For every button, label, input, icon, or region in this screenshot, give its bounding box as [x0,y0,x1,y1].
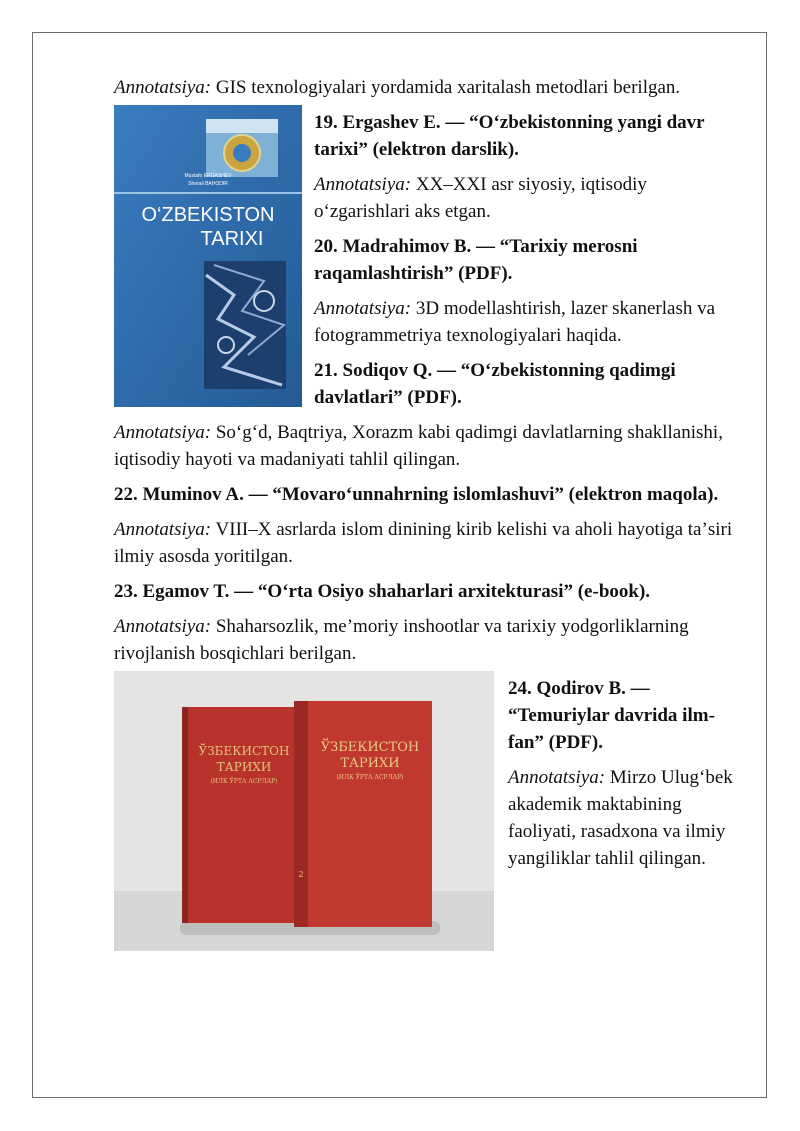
cover-title-1: O‘ZBEKISTON [141,204,275,226]
book-right [308,701,432,927]
book-spine-number: 2 [298,870,304,879]
entry-22-annotation [114,516,734,570]
cover-illustration [204,261,286,389]
annotation-text: Soʻgʻd, Baqtriya, Xorazm kabi qadimgi davlatlarning shakllanishi, iqtisodiy hayoti va madaniyati tahlil qilingan. [114,422,723,470]
cover-title-2: TARIXI [200,228,264,250]
entry-23-title: 23. Egamov T. — “Oʻrta Osiyo shaharlari arxitekturasi” (e-book). [114,581,651,602]
entry-21-title: 21. Sodiqov Q. — “Oʻzbekistonning qadimgi davlatlari” (PDF). [314,360,676,408]
annotation-label: Annotatsiya: [508,767,606,788]
annotation-text: GIS texnologiyalari yordamida xaritalash metodlari berilgan. [211,77,681,98]
book-left-title-3: (ИЛК ЎРТА АСРЛАР) [210,778,278,785]
annotation-label: Annotatsiya: [314,298,412,319]
entry-21-annotation [114,419,734,473]
annotation-label: Annotatsiya: [314,174,412,195]
entry-20-title: 20. Madrahimov B. — “Tarixiy merosni raqamlashtirish” (PDF). [314,236,638,284]
book-left-title-1: ЎЗБЕКИСТОН [198,744,290,758]
book-left [182,707,302,923]
annotation-label: Annotatsiya: [114,616,212,637]
cover-author-2: Sherali BAHODIR [188,181,228,187]
entry-18-annotation [114,74,734,101]
book-cover-uzbekiston-tarixi [114,105,302,407]
annotation-text: Mirzo Ulugʻbek akademik maktabining faoliyati, rasadxona va ilmiy yangiliklar tahlil qilingan. [508,767,733,869]
book-right-title-2: ТАРИХИ [340,756,400,771]
annotation-label: Annotatsiya: [114,422,212,443]
page-content [114,74,734,951]
entry-24-title: 24. Qodirov B. — “Temuriylar davrida ilm-fan” (PDF). [508,678,715,753]
annotation-text: VIII–X asrlarda islom dinining kirib kelishi va aholi hayotiga taʼsiri ilmiy asosda yoritilgan. [114,519,733,567]
annotation-label: Annotatsiya: [114,77,212,98]
entry-23-annotation [114,613,734,667]
book-left-title-2: ТАРИХИ [216,760,272,774]
annotation-text: 3D modellashtirish, lazer skanerlash va fotogrammetriya texnologiyalari haqida. [314,298,716,346]
book-right-spine [294,701,308,927]
entry-22-title: 22. Muminov A. — “Movaroʻunnahrning islomlashuvi” (elektron maqola). [114,484,719,505]
book-photo-uzbekiston-tarixi-volumes [114,671,494,951]
cover-author-1: Mustafo ERGASHEV [184,173,232,179]
annotation-label: Annotatsiya: [114,519,212,540]
annotation-text: Shaharsozlik, meʼmoriy inshootlar va tarixiy yodgorliklarning rivojlanish bosqichlari berilgan. [114,616,689,664]
book-right-title-3: (ИЛК ЎРТА АСРЛАР) [336,774,404,781]
entry-19-title: 19. Ergashev E. — “Oʻzbekistonning yangi davr tarixi” (elektron darslik). [314,112,705,160]
annotation-text: XX–XXI asr siyosiy, iqtisodiy oʻzgarishlari aks etgan. [314,174,647,222]
book-right-title-1: ЎЗБЕКИСТОН [320,740,420,755]
